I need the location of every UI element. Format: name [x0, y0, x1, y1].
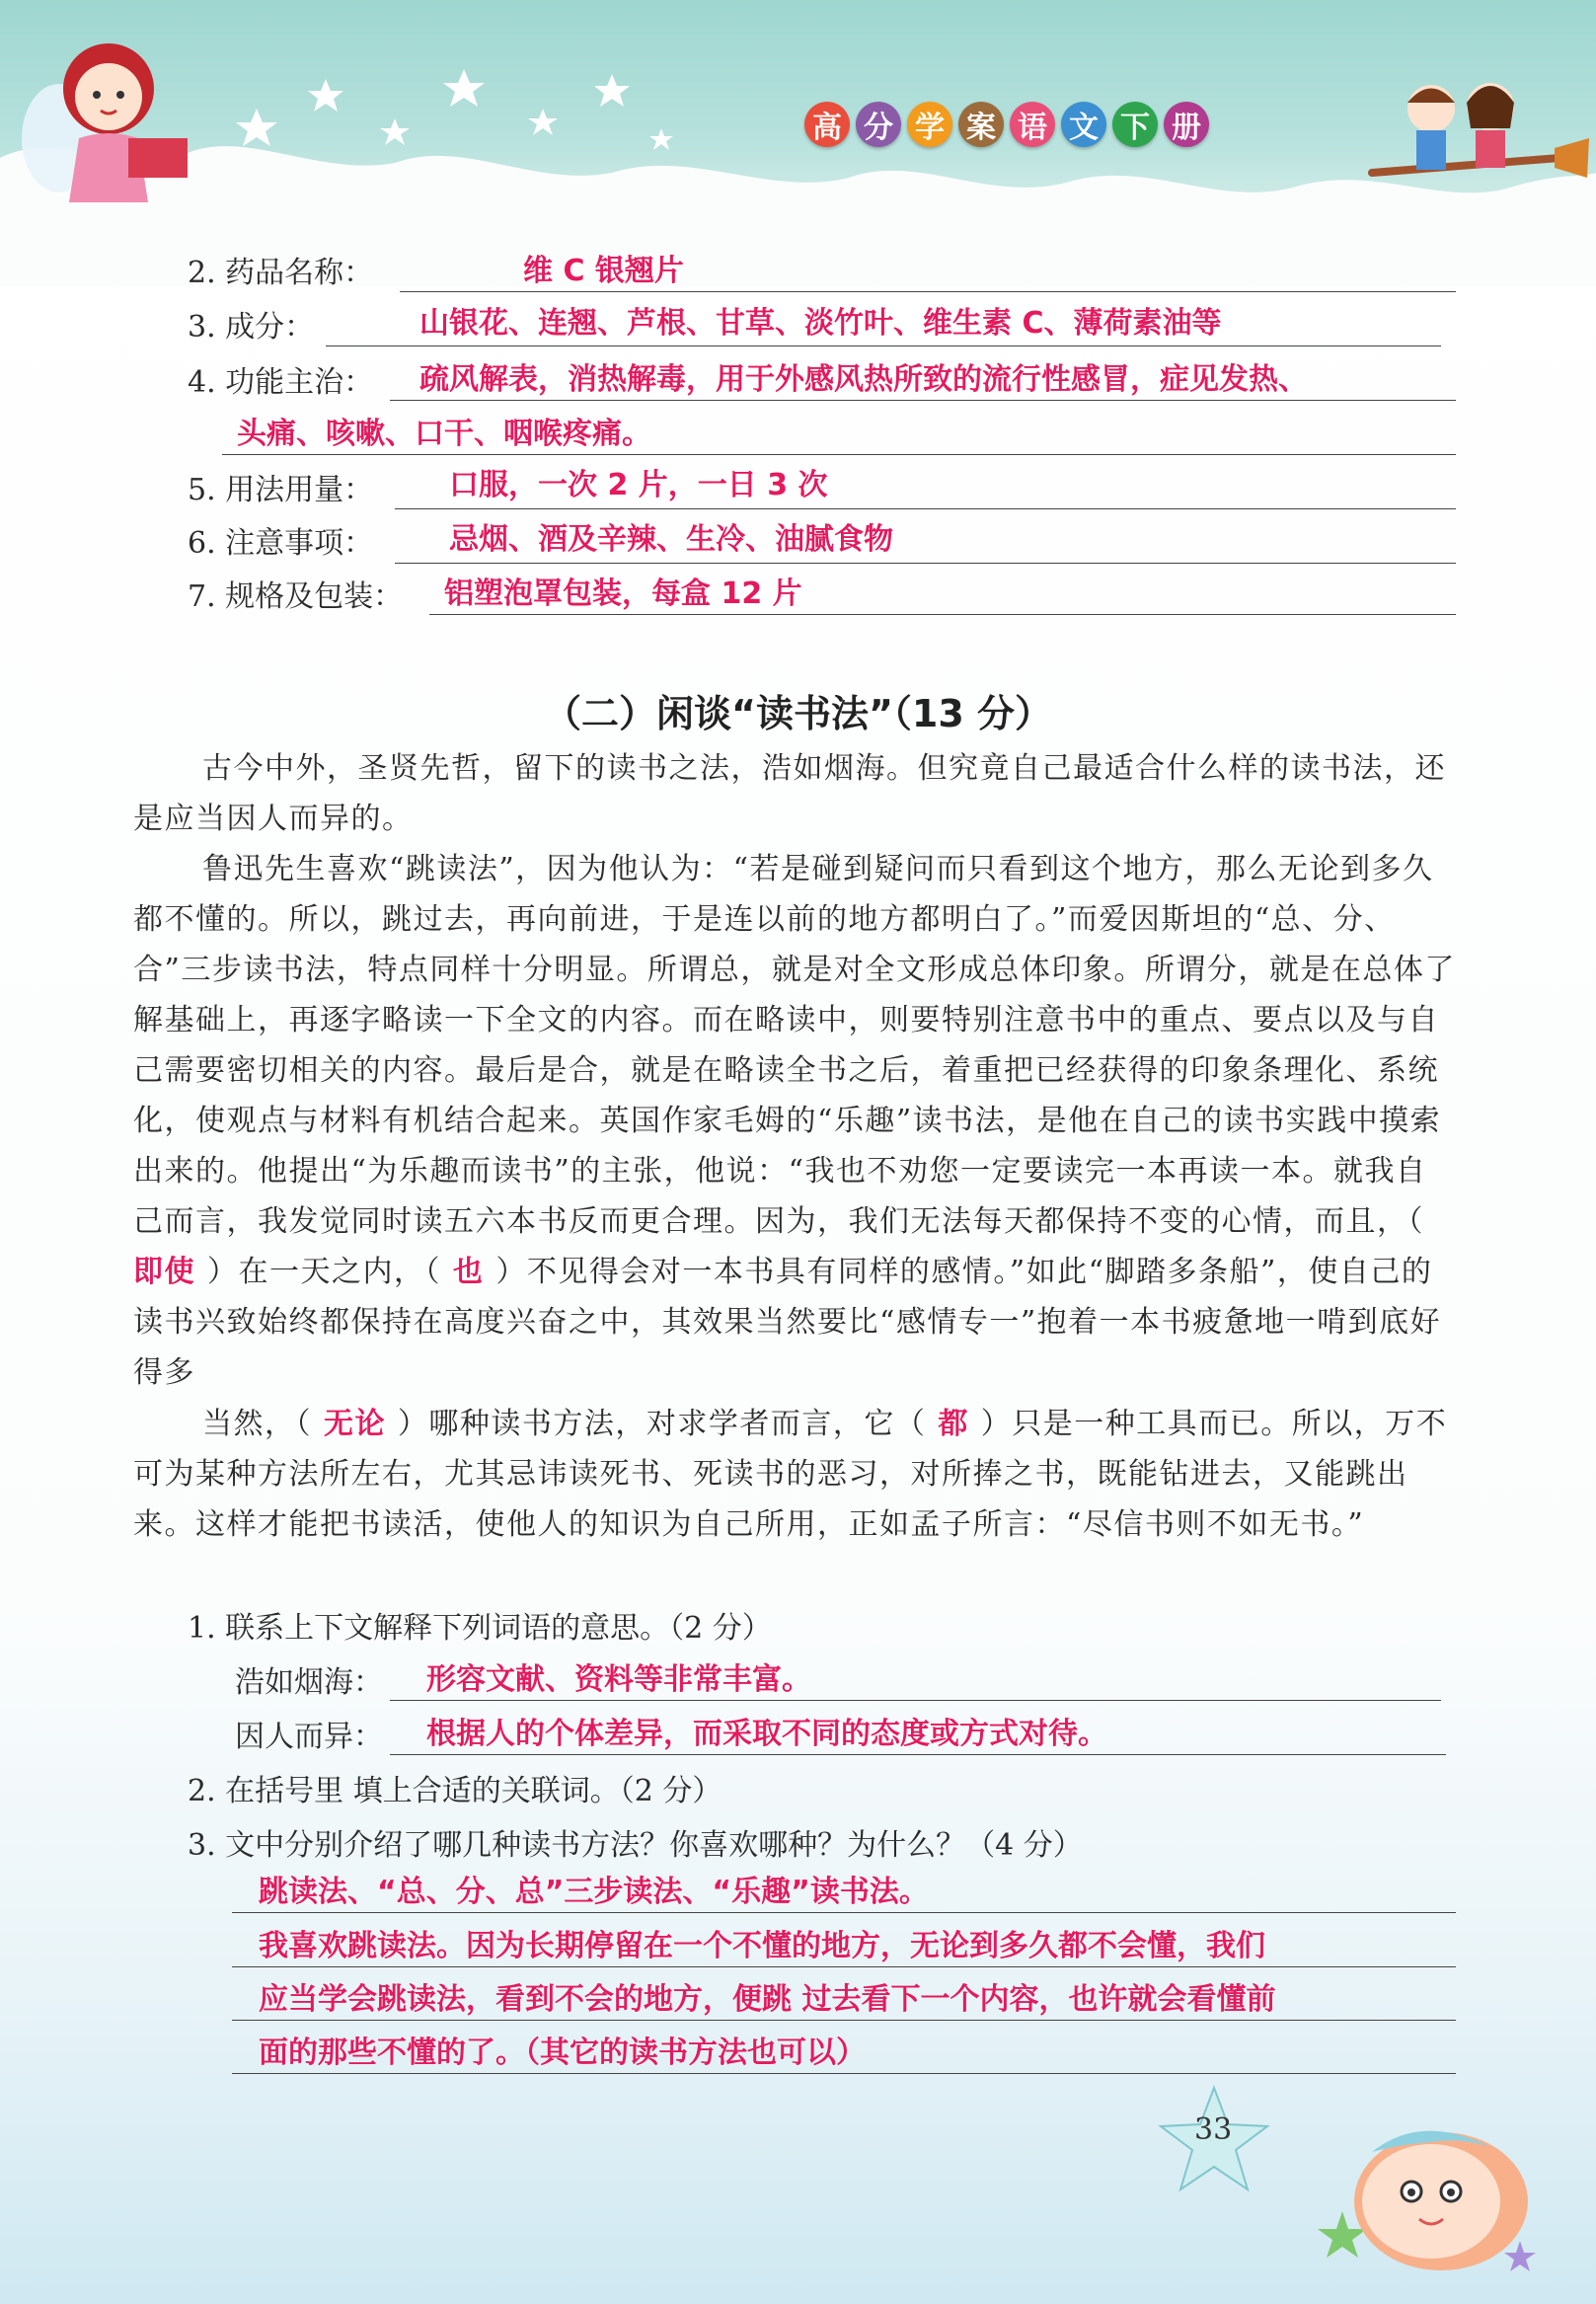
answer-line [429, 614, 1456, 615]
question-3-answer: 应当学会跳读法，看到不会的地方，便跳 过去看下一个内容，也许就会看懂前 [259, 1982, 1276, 2017]
title-char: 学 [907, 102, 952, 147]
question-2: 2. 在括号里 填上合适的关联词。（2 分） [188, 1774, 722, 1808]
answer-line [395, 508, 1456, 509]
medicine-label: 2. 药品名称： [188, 256, 374, 290]
title-char: 文 [1061, 102, 1106, 147]
answer-line [232, 2020, 1456, 2021]
medicine-label: 5. 用法用量： [188, 473, 374, 507]
medicine-answer: 头痛、咳嗽、口干、咽喉疼痛。 [237, 417, 651, 451]
medicine-label: 6. 注意事项： [188, 526, 374, 561]
section-title: （二）闲谈“读书法”（13 分） [543, 692, 1053, 735]
medicine-answer: 山银花、连翘、芦根、甘草、淡竹叶、维生素 C、薄荷素油等 [419, 306, 1222, 341]
page-number: 33 [1194, 2112, 1233, 2147]
title-char: 下 [1112, 102, 1158, 147]
medicine-label: 7. 规格及包装： [188, 579, 404, 614]
answer-line [390, 1754, 1446, 1755]
title-char: 案 [958, 102, 1004, 147]
medicine-label: 3. 成分： [188, 310, 315, 345]
medicine-answer: 口服，一次 2 片，一日 3 次 [449, 468, 828, 502]
passage-text: ）在一天之内，（ [206, 1255, 441, 1289]
question-3-answer: 跳读法、“总、分、总”三步读法、“乐趣”读书法。 [259, 1875, 929, 1909]
book-title [804, 102, 1209, 147]
answer-line [395, 563, 1456, 564]
answer-line [222, 454, 1456, 455]
passage-text: ）哪种读书方法，对求学者而言，它（ [397, 1407, 927, 1441]
medicine-answer: 铝塑泡罩包装，每盒 12 片 [444, 576, 802, 611]
answer-line [390, 400, 1456, 401]
passage-text: 当然，（ [202, 1407, 312, 1441]
answer-line [400, 291, 1456, 292]
stars-decoration [217, 49, 691, 178]
passage-paragraph-2 [133, 844, 1456, 1398]
title-char: 语 [1010, 102, 1055, 147]
medicine-answer: 维 C 银翘片 [523, 254, 684, 288]
passage-text: ）不见得会对一本书具有同样的感情。”如此“脚踏多条船”，使自己的读书兴致始终都保持在高度兴奋之中，其效果当然要比“感情专一”抱着一本书疲惫地一啃到底好得多 [133, 1255, 1442, 1390]
title-char: 分 [856, 102, 901, 147]
answer-blank: 无论 [312, 1407, 398, 1441]
term-label: 浩如烟海： [235, 1665, 383, 1700]
medicine-answer: 疏风解表，消热解毒，用于外感风热所致的流行性感冒，症见发热、 [419, 362, 1308, 397]
answer-line [390, 1700, 1441, 1701]
question-3: 3. 文中分别介绍了哪几种读书方法？你喜欢哪种？为什么？（4 分） [188, 1828, 1083, 1863]
answer-line [232, 1912, 1456, 1913]
term-answer: 根据人的个体差异，而采取不同的态度或方式对待。 [426, 1717, 1107, 1751]
medicine-answer: 忌烟、酒及辛辣、生冷、油腻食物 [449, 522, 893, 557]
fairy-illustration [20, 20, 197, 217]
answer-line [232, 1966, 1456, 1967]
kids-broom-illustration [1362, 69, 1589, 207]
passage-text: ）只是一种工具而已。所以，万不可为某种方法所左右，尤其忌讳读死书、死读书的恶习，对所捧之书，既能钻进去，又能跳出来。这样才能把书读活，使他人的知识为自己所用，正如孟子所言：“尽信书则不如无书。” [133, 1407, 1448, 1542]
answer-blank: 即使 [133, 1255, 207, 1289]
answer-line [232, 2073, 1456, 2074]
passage-paragraph-1: 古今中外，圣贤先哲，留下的读书之法，浩如烟海。但究竟自己最适合什么样的读书法，还是应当因人而异的。 [133, 751, 1446, 836]
title-char: 高 [804, 102, 850, 147]
medicine-label: 4. 功能主治： [188, 365, 374, 400]
title-char: 册 [1164, 102, 1209, 147]
answer-blank: 都 [926, 1407, 981, 1441]
question-3-answer: 面的那些不懂的了。（其它的读书方法也可以） [259, 2035, 866, 2070]
passage-paragraph-3 [133, 1399, 1456, 1550]
answer-blank: 也 [440, 1255, 496, 1289]
passage-text: 鲁迅先生喜欢“跳读法”，因为他认为：“若是碰到疑问而只看到这个地方，那么无论到多久都不懂的。所以，跳过去，再向前进，于是连以前的地方都明白了。”而爱因斯坦的“总、分、合”三步读书法，特点同样十分明显。所谓总，就是对全文形成总体印象。所谓分，就是在总体了解基础上，再逐字略读一下全文的内容。而在略读中，则要特别注意书中的重点、要点以及与自己需要密切相关的内容。最后是合，就是在略读全书之后，着重把已经获得的印象条理化、系统化，使观点与材料有机结合起来。英国作家毛姆的“乐趣”读书法，是他在自己的读书实践中摸索出来的。他提出“为乐趣而读书”的主张，他说：“我也不劝您一定要读完一本再读一本。就我自己而言，我发觉同时读五六本书反而更合理。因为，我们无法每天都保持不变的心情，而且，（ [133, 852, 1456, 1239]
question-3-answer: 我喜欢跳读法。因为长期停留在一个不懂的地方，无论到多久都不会懂，我们 [259, 1929, 1265, 1963]
term-answer: 形容文献、资料等非常丰富。 [426, 1662, 811, 1697]
term-label: 因人而异： [235, 1720, 383, 1754]
question-1: 1. 联系上下文解释下列词语的意思。（2 分） [188, 1611, 772, 1646]
baby-illustration [1313, 2093, 1550, 2300]
